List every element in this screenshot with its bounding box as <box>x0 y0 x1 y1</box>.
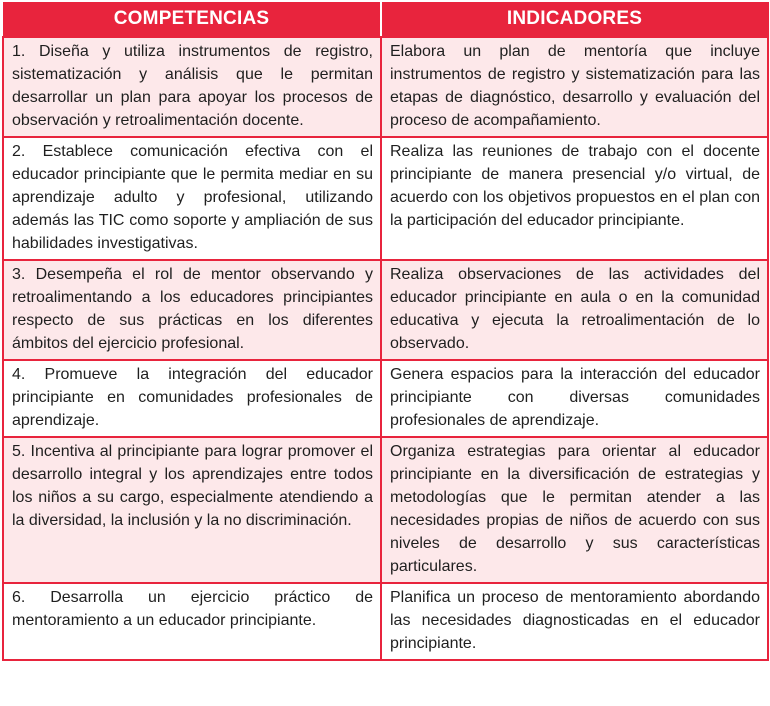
competencia-cell: 5. Incentiva al principiante para lograr promover el desarrollo integral y los aprendizajes entre todos los niños a su cargo, especialmente atendiendo a la diversidad, la inclusión y la no discriminación. <box>3 437 381 583</box>
competencia-cell: 3. Desempeña el rol de mentor observando y retroalimentando a los educadores principiantes respecto de sus prácticas en los diferentes ámbitos del ejercicio profesional. <box>3 260 381 360</box>
table-row <box>3 360 768 437</box>
table-row <box>3 137 768 260</box>
indicador-cell: Realiza observaciones de las actividades del educador principiante en aula o en la comunidad educativa y ejecuta la retroalimentación de lo observado. <box>381 260 768 360</box>
competencias-indicadores-table <box>2 2 769 661</box>
header-indicadores: INDICADORES <box>381 2 768 37</box>
indicador-cell: Elabora un plan de mentoría que incluye instrumentos de registro y sistematización para las etapas de diagnóstico, desarrollo y evaluación del proceso de acompañamiento. <box>381 37 768 137</box>
header-competencias: COMPETENCIAS <box>3 2 381 37</box>
competencia-cell: 2. Establece comunicación efectiva con el educador principiante que le permita mediar en su aprendizaje adulto y profesional, utilizando además las TIC como soporte y ampliación de sus habilidades investigativas. <box>3 137 381 260</box>
indicador-cell: Planifica un proceso de mentoramiento abordando las necesidades diagnosticadas en el educador principiante. <box>381 583 768 660</box>
competencia-cell: 4. Promueve la integración del educador principiante en comunidades profesionales de aprendizaje. <box>3 360 381 437</box>
competencia-cell: 6. Desarrolla un ejercicio práctico de mentoramiento a un educador principiante. <box>3 583 381 660</box>
competencia-cell: 1. Diseña y utiliza instrumentos de registro, sistematización y análisis que le permitan desarrollar un plan para apoyar los procesos de observación y retroalimentación docente. <box>3 37 381 137</box>
table-row <box>3 260 768 360</box>
table-row <box>3 437 768 583</box>
table-row <box>3 37 768 137</box>
table-row <box>3 583 768 660</box>
indicador-cell: Realiza las reuniones de trabajo con el docente principiante de manera presencial y/o virtual, de acuerdo con los objetivos propuestos en el plan con la participación del educador principiante. <box>381 137 768 260</box>
table-header-row <box>3 2 768 37</box>
indicador-cell: Genera espacios para la interacción del educador principiante con diversas comunidades profesionales de aprendizaje. <box>381 360 768 437</box>
indicador-cell: Organiza estrategias para orientar al educador principiante en la diversificación de estrategias y metodologías que le permitan atender a las necesidades propias de niños de acuerdo con sus niveles de desarrollo y sus características particulares. <box>381 437 768 583</box>
competencias-table-container <box>2 2 767 661</box>
